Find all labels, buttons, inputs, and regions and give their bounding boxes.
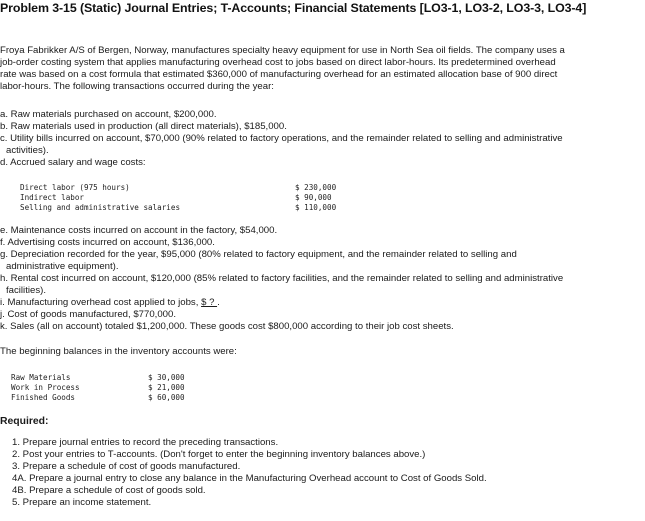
transaction-item: c. Utility bills incurred on account, $70,000 (90% related to factory operations, and the remainder related to selling and administrative bbox=[0, 133, 563, 144]
required-item: 1. Prepare journal entries to record the preceding transactions. bbox=[12, 437, 279, 448]
salary-label: Indirect labor bbox=[20, 193, 85, 202]
transaction-item: j. Cost of goods manufactured, $770,000. bbox=[0, 309, 176, 320]
required-heading: Required: bbox=[0, 416, 49, 427]
salary-amount: $ 110,000 bbox=[295, 203, 337, 212]
intro-line: job-order costing system that applies manufacturing overhead cost to jobs based on direct labor-hours. Its predetermined overhead bbox=[0, 57, 556, 68]
transaction-item: b. Raw materials used in production (all direct materials), $185,000. bbox=[0, 121, 287, 132]
inventory-label: Raw Materials bbox=[11, 373, 71, 382]
transaction-item: h. Rental cost incurred on account, $120,000 (85% related to factory facilities, and the remainder related to selling and administrative bbox=[0, 273, 564, 284]
salary-label: Direct labor (975 hours) bbox=[20, 183, 130, 192]
transaction-i-text: i. Manufacturing overhead cost applied to jobs, bbox=[0, 297, 202, 308]
transaction-item: e. Maintenance costs incurred on account in the factory, $54,000. bbox=[0, 225, 278, 236]
problem-title: Problem 3-15 (Static) Journal Entries; T-Accounts; Financial Statements [LO3-1, LO3-2, LO3-3, LO3-4] bbox=[0, 1, 587, 15]
transaction-item-i bbox=[0, 297, 220, 309]
inventory-amount: $ 30,000 bbox=[148, 373, 185, 382]
transaction-item: k. Sales (all on account) totaled $1,200,000. These goods cost $800,000 according to their job cost sheets. bbox=[0, 321, 454, 332]
answer-blank[interactable]: $ ? bbox=[201, 297, 218, 308]
transaction-item: facilities). bbox=[6, 285, 46, 296]
intro-line: rate was based on a cost formula that estimated $360,000 of manufacturing overhead for an estimated allocation base of 900 direct bbox=[0, 69, 558, 80]
salary-label: Selling and administrative salaries bbox=[20, 203, 181, 212]
intro-line: Froya Fabrikker A/S of Bergen, Norway, manufactures specialty heavy equipment for use in North Sea oil fields. The company uses a bbox=[0, 45, 565, 56]
salary-amount: $ 230,000 bbox=[295, 183, 337, 192]
inventory-amount: $ 21,000 bbox=[148, 383, 185, 392]
inventory-label: Finished Goods bbox=[11, 393, 76, 402]
required-item: 4A. Prepare a journal entry to close any balance in the Manufacturing Overhead account to Cost of Goods Sold. bbox=[12, 473, 487, 484]
salary-amount: $ 90,000 bbox=[295, 193, 332, 202]
intro-line: labor-hours. The following transactions occurred during the year: bbox=[0, 81, 274, 92]
inventory-amount: $ 60,000 bbox=[148, 393, 185, 402]
transaction-item: f. Advertising costs incurred on account, $136,000. bbox=[0, 237, 215, 248]
transaction-item: g. Depreciation recorded for the year, $95,000 (80% related to factory equipment, and the remainder related to selling and bbox=[0, 249, 517, 260]
inventory-label: Work in Process bbox=[11, 383, 80, 392]
inventory-intro: The beginning balances in the inventory accounts were: bbox=[0, 346, 237, 357]
required-item: 3. Prepare a schedule of cost of goods manufactured. bbox=[12, 461, 241, 472]
required-item: 5. Prepare an income statement. bbox=[12, 497, 152, 508]
transaction-item: d. Accrued salary and wage costs: bbox=[0, 157, 146, 168]
transaction-i-end: . bbox=[217, 297, 220, 308]
required-item: 2. Post your entries to T-accounts. (Don't forget to enter the beginning inventory balances above.) bbox=[12, 449, 426, 460]
transaction-item: activities). bbox=[6, 145, 49, 156]
transaction-item: a. Raw materials purchased on account, $200,000. bbox=[0, 109, 217, 120]
required-item: 4B. Prepare a schedule of cost of goods sold. bbox=[12, 485, 206, 496]
transaction-item: administrative equipment). bbox=[6, 261, 119, 272]
